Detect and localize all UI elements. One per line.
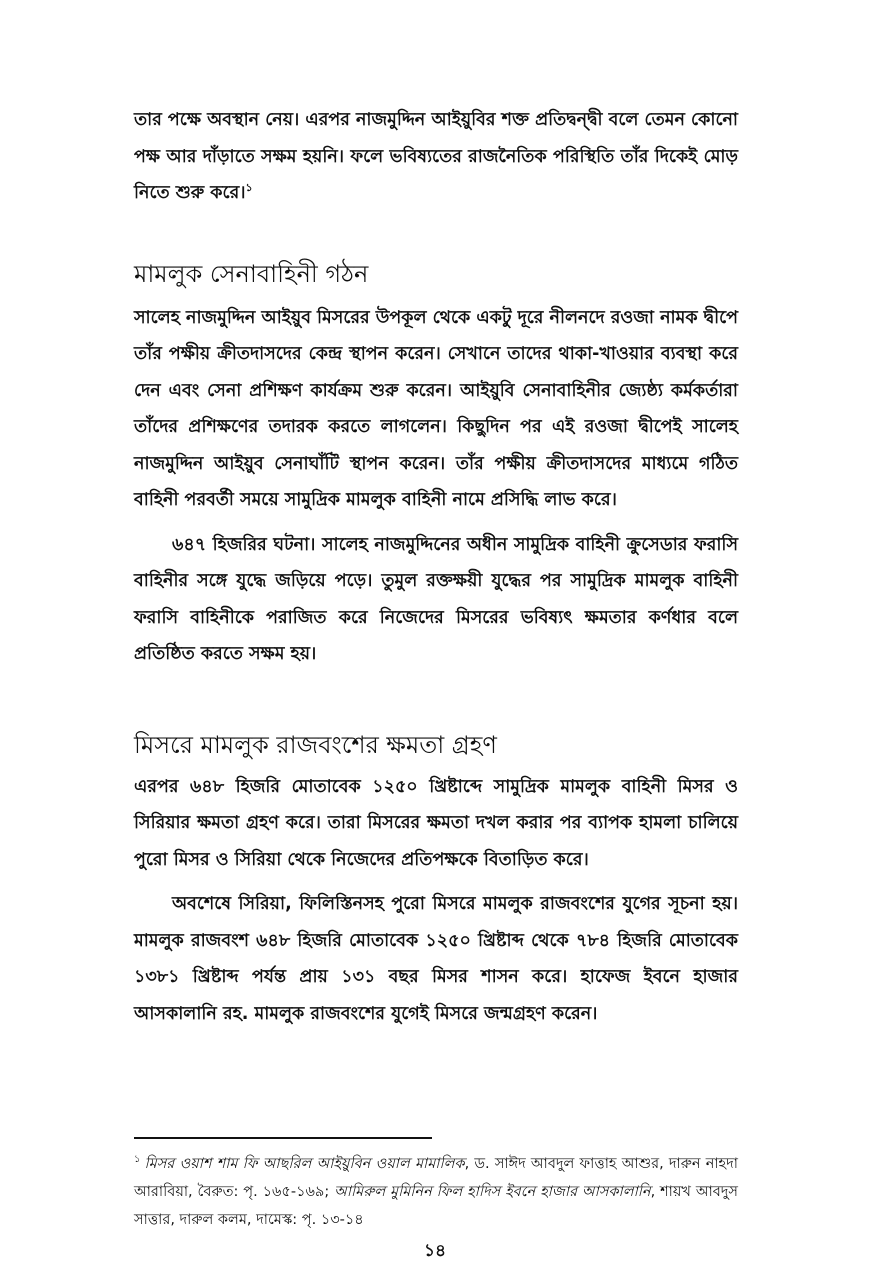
paragraph-crusader-battle: ৬৪৭ হিজরির ঘটনা। সালেহ নাজমুদ্দিনের অধীন সামুদ্রিক বাহিনী ক্রুসেডার ফরাসি বাহিনীর সঙ্গে যুদ্ধে জড়িয়ে পড়ে। তুমুল রক্তক্ষয়ী যুদ্ধের পর সামুদ্রিক মামলুক বাহিনী ফরাসি বাহিনীকে পরাজিত করে নিজেদের মিসরের ভবিষ্যৎ ক্ষমতার কর্ণধার বলে প্রতিষ্ঠিত করতে সক্ষম হয়। bbox=[134, 534, 738, 664]
section-heading-mamluk-power: মিসরে মামলুক রাজবংশের ক্ষমতা গ্রহণ bbox=[134, 730, 497, 759]
footnote-source-details-2: , শায়খ আবদুস সাত্তার, দারুল কলম, দামেস্ক: পৃ. ১৩-১৪ bbox=[134, 1184, 738, 1228]
page-number: ১৪ bbox=[423, 1241, 447, 1261]
footnote-divider bbox=[134, 1137, 432, 1139]
paragraph-intro-text: তার পক্ষে অবস্থান নেয়। এরপর নাজমুদ্দিন আইয়ুবির শক্ত প্রতিদ্বন্দ্বী বলে তেমন কোনো পক্ষ আর দাঁড়াতে সক্ষম হয়নি। ফলে ভবিষ্যতের রাজনৈতিক পরিস্থিতি তাঁর দিকেই মোড় নিতে শুরু করে। bbox=[134, 110, 738, 203]
page-body bbox=[134, 102, 738, 1032]
paragraph-intro bbox=[134, 102, 738, 212]
footnote bbox=[134, 1150, 738, 1234]
paragraph-mamluk-era: অবশেষে সিরিয়া, ফিলিস্তিনসহ পুরো মিসরে মামলুক রাজবংশের যুগের সূচনা হয়। মামলুক রাজবংশ ৬৪৮ হিজরি মোতাবেক ১২৫০ খ্রিষ্টাব্দ থেকে ৭৮৪ হিজরি মোতাবেক ১৩৮১ খ্রিষ্টাব্দ পর্যন্ত প্রায় ১৩১ বছর মিসর শাসন করে। হাফেজ ইবনে হাজার আসকালানি রহ. মামলুক রাজবংশের যুগেই মিসরে জন্মগ্রহণ করেন। bbox=[134, 894, 738, 1024]
footnote-source-title-2: আমিরুল মুমিনিন ফিল হাদিস ইবনে হাজার আসকালানি bbox=[334, 1184, 651, 1200]
footnote-source-details-1: , ড. সাঈদ আবদুল ফাত্তাহ আশুর, দারুন নাহদা আরাবিয়া, বৈরুত: পৃ. ১৬৫-১৬৯; bbox=[134, 1156, 738, 1200]
footnote-source-title-1: মিসর ওয়াশ শাম ফি আছরিল আইয়ুবিন ওয়াল মামালিক bbox=[144, 1156, 465, 1172]
section-heading-army-formation: মামলুক সেনাবাহিনী গঠন bbox=[134, 259, 369, 288]
paragraph-power-takeover: এরপর ৬৪৮ হিজরি মোতাবেক ১২৫০ খ্রিষ্টাব্দে সামুদ্রিক মামলুক বাহিনী মিসর ও সিরিয়ার ক্ষমতা গ্রহণ করে। তারা মিসরের ক্ষমতা দখল করার পর ব্যাপক হামলা চালিয়ে পুরো মিসর ও সিরিয়া থেকে নিজেদের প্রতিপক্ষকে বিতাড়িত করে। bbox=[134, 776, 738, 870]
footnote-mark: ১ bbox=[134, 1154, 141, 1166]
footnote-reference: ১ bbox=[245, 181, 253, 195]
paragraph-army-formation: সালেহ নাজমুদ্দিন আইয়ুব মিসরের উপকূল থেকে একটু দূরে নীলনদে রওজা নামক দ্বীপে তাঁর পক্ষীয় ক্রীতদাসদের কেন্দ্র স্থাপন করেন। সেখানে তাদের থাকা-খাওয়ার ব্যবস্থা করে দেন এবং সেনা প্রশিক্ষণ কার্যক্রম শুরু করেন। আইয়ুবি সেনাবাহিনীর জ্যেষ্ঠ্য কর্মকর্তারা তাঁদের প্রশিক্ষণের তদারক করতে লাগলেন। কিছুদিন পর এই রওজা দ্বীপেই সালেহ নাজমুদ্দিন আইয়ুব সেনাঘাঁটি স্থাপন করেন। তাঁর পক্ষীয় ক্রীতদাসদের মাধ্যমে গঠিত বাহিনী পরবর্তী সময়ে সামুদ্রিক মামলুক বাহিনী নামে প্রসিদ্ধি লাভ করে। bbox=[134, 307, 738, 510]
